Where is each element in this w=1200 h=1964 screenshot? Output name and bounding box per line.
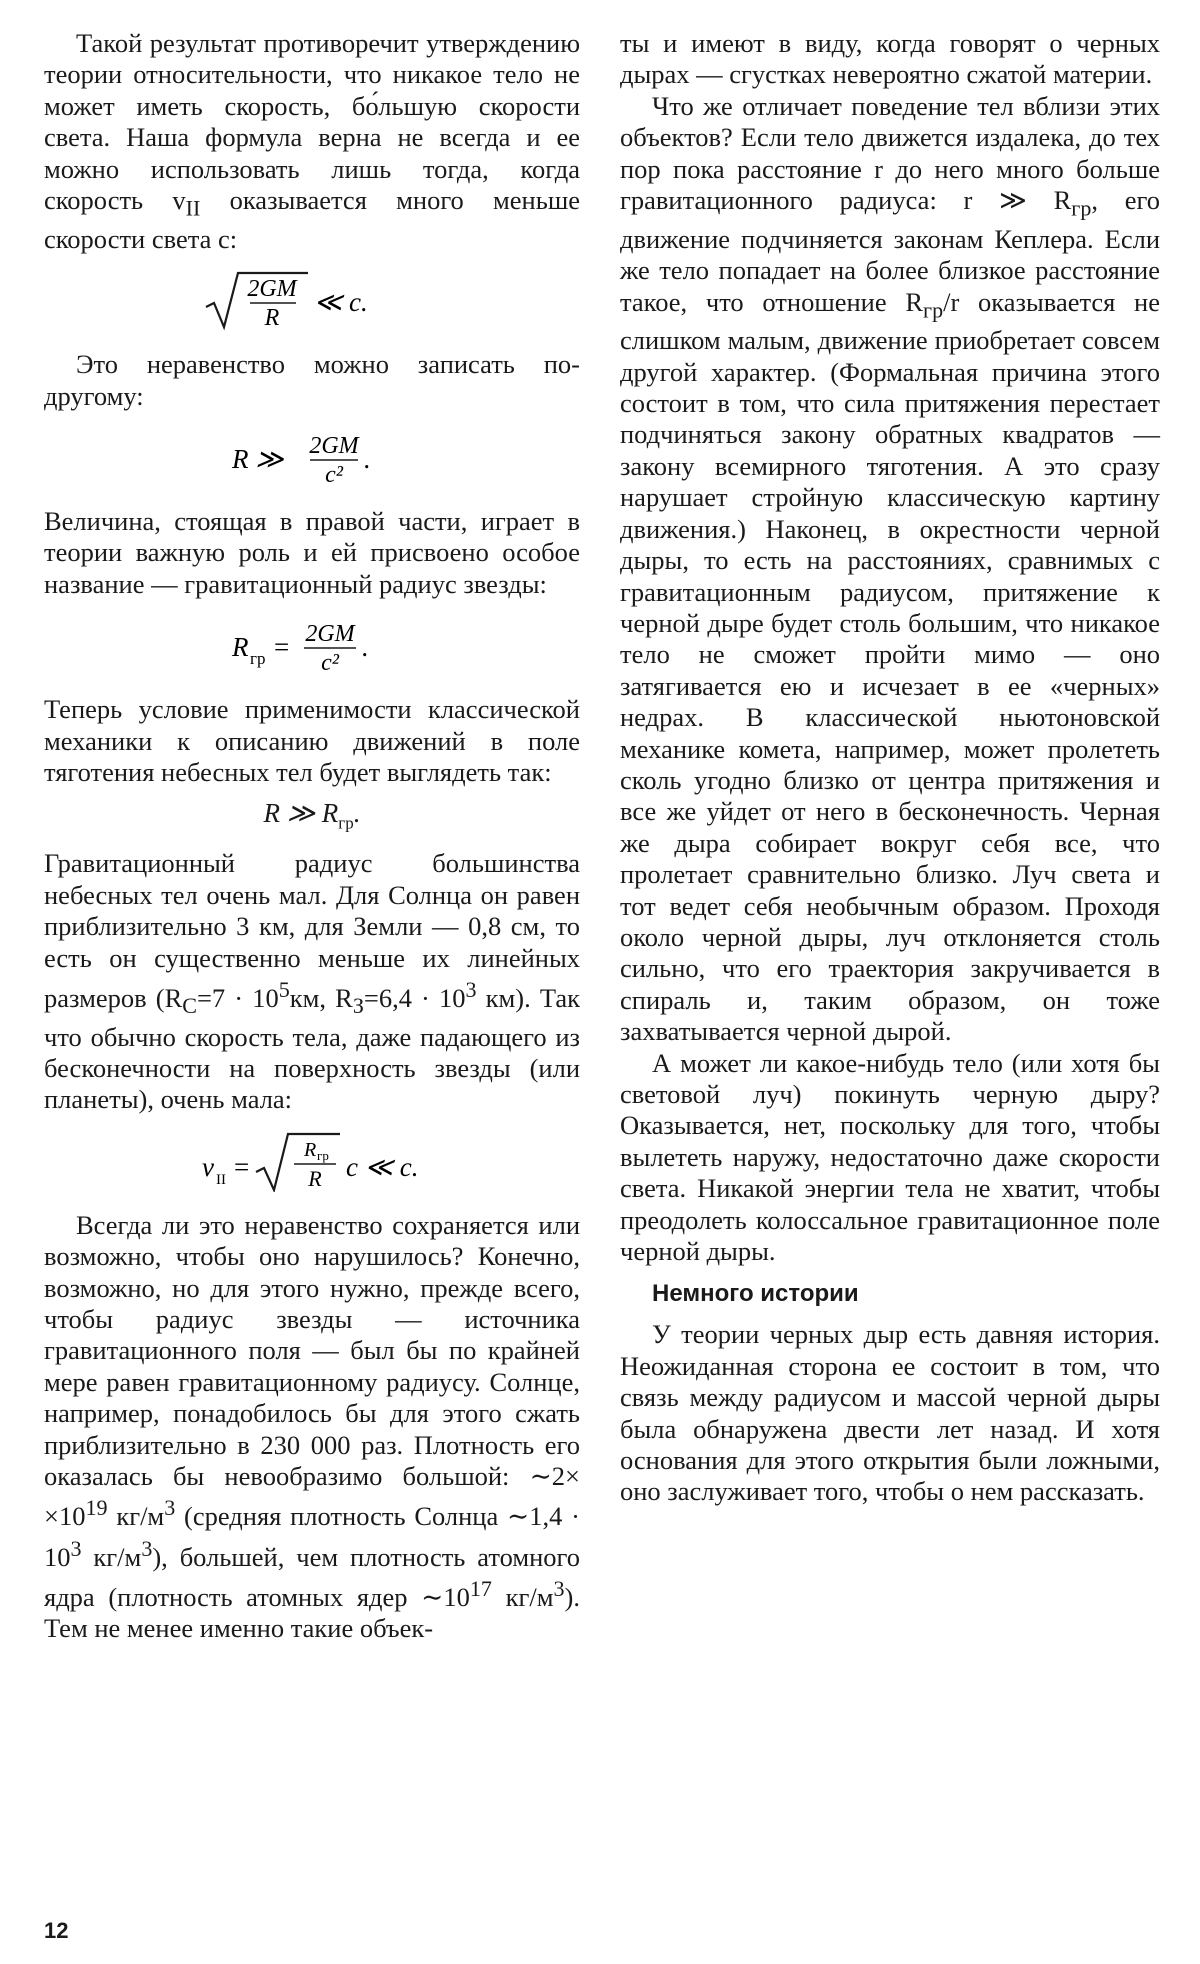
fraction-numerator: 2GM [309,432,359,459]
right-column [620,28,1160,1508]
paragraph: У теории черных дыр есть давняя история. Неожиданная сторона ее состоит в том, что связь между радиусом и массой черной дыры была обнаружена двести лет назад. И хотя основания для этого открытия были ложными, оно заслуживает того, чтобы о нем рассказать. [620,1319,1160,1507]
fraction-numerator: 2GM [305,621,355,648]
formula-rest: c ≪ c. [346,1151,419,1182]
formula-escape-condition [44,269,580,331]
formula-lhs: v [202,1151,214,1182]
fraction-denominator: R [264,305,280,332]
formula-equals: = [274,632,290,663]
formula-equals: = [234,1151,250,1182]
formula-lhs: R ≫ [232,443,284,474]
left-column [44,28,580,1645]
paragraph: Это неравенство можно записать по-другому: [44,349,580,411]
page-number: 12 [44,1918,69,1943]
paragraph: Теперь условие применимости классической механики к описанию движений в поле тяготения небесных тел будет выглядеть так: [44,694,580,787]
fraction-numerator: 2GM [247,276,297,303]
formula-radius-condition [44,426,580,488]
fraction-denominator: c² [321,650,339,677]
formula-rest: . [362,632,369,663]
paragraph: А может ли какое-нибудь тело (или хотя бы световой луч) покинуть черную дыру? Оказывается, нет, поскольку для того, чтобы вылететь наружу, недостаточно даже скорости света. Никакой энергии тела не хватит, чтобы преодолеть колоссальное гравитационное поле черной дыры. [620,1047,1160,1267]
fraction-denominator: c² [325,461,343,488]
formula-velocity [44,1130,580,1192]
fraction-denominator: R [308,1165,322,1191]
formula-lhs: R [232,632,249,663]
formula-subscript: гр [250,649,266,669]
formula-rest: ≪ c. [314,287,368,318]
paragraph: ты и имеют в виду, когда говорят о черных дырах — сгустках невероятно сжатой материи. [620,28,1160,90]
formula-applicability: R ≫ $R_{гр}$. [263,798,361,833]
formula-rest: . [364,443,371,474]
paragraph: Такой результат противоречит утверждению теории относительности, что никакое тело не может иметь скорость, бо́льшую скорости света. Наша формула верна не всегда и ее можно использовать лишь тогда, когда скорость $v_{II}$ оказывается много меньше скорости света c: [44,28,580,254]
paragraph: Всегда ли это неравенство сохраняется или возможно, чтобы оно нарушилось? Конечно, возможно, но для этого нужно, прежде всего, чтобы радиус звезды — источника гравитационного поля — был бы по крайней мере равен гравитационному радиусу. Солнце, например, понадобилось бы для этого сжать приблизительно в 230 000 раз. Плотность его оказалась бы невообразимо большой: ∼2× $\times 10^{19}$ $кг/м^3$ (средняя плотность Солнца ∼1,4 · $10^3$ $кг/м^3$), большей, чем плотность атомного ядра (плотность атомных ядер $\sim 10^{17}$ $кг/м^3$). Тем не менее именно такие объек- [44,1209,580,1644]
formula-gravitational-radius [44,614,580,676]
paragraph: Что же отличает поведение тел вблизи этих объектов? Если тело движется издалека, до тех пор пока расстояние r до него много больше гравитационного радиуса: r ≫ $R_{гр}$, его движение подчиняется законам Кеплера. Если же тело попадает на более близкое расстояние такое, что отношение $R_{гр}/r$ оказывается не слишком малым, движение приобретает совсем другой характер. (Формальная причина этого состоит в том, что сила притяжения перестает подчиняться закону обратных квадратов — закону всемирного тяготения. А это сразу нарушает стройную классическую картину движения.) Наконец, в окрестности черной дыры, то есть на расстояниях, сравнимых с гравитационным радиусом, притяжение к черной дыре будет столь большим, что никакое тело не сможет пройти мимо — оно затягивается ею и исчезает в ее «черных» недрах. В классической ньютоновской механике комета, например, может пролететь сколь угодно близко от центра притяжения и все же уйдет от него в бесконечность. Черная же дыра собирает вокруг себя все, что пролетает сравнительно близко. Луч света и тот ведет себя необычным образом. Проходя около черной дыры, луч отклоняется столь сильно, что его траектория закручивается в спираль и, таким образом, он тоже захватывается черной дырой. [620,90,1160,1047]
section-heading: Немного истории [652,1280,859,1308]
formula-subscript: II [216,1171,226,1188]
fraction-numerator: R [304,1138,317,1161]
paragraph: Гравитационный радиус большинства небесных тел очень мал. Для Солнца он равен приблизительно 3 км, для Земли — 0,8 см, то есть он существенно меньше их линейных размеров ($R_С=7 \cdot 10^5км$, $R_З=6,4 \cdot 10^3$ км). Так что обычно скорость тела, даже падающего из бесконечности на поверхность звезды (или планеты), очень мала: [44,848,580,1115]
paragraph: Величина, стоящая в правой части, играет в теории важную роль и ей присвоено особое название — гравитационный радиус звезды: [44,505,580,599]
fraction-numerator-subscript: гр [317,1147,329,1163]
